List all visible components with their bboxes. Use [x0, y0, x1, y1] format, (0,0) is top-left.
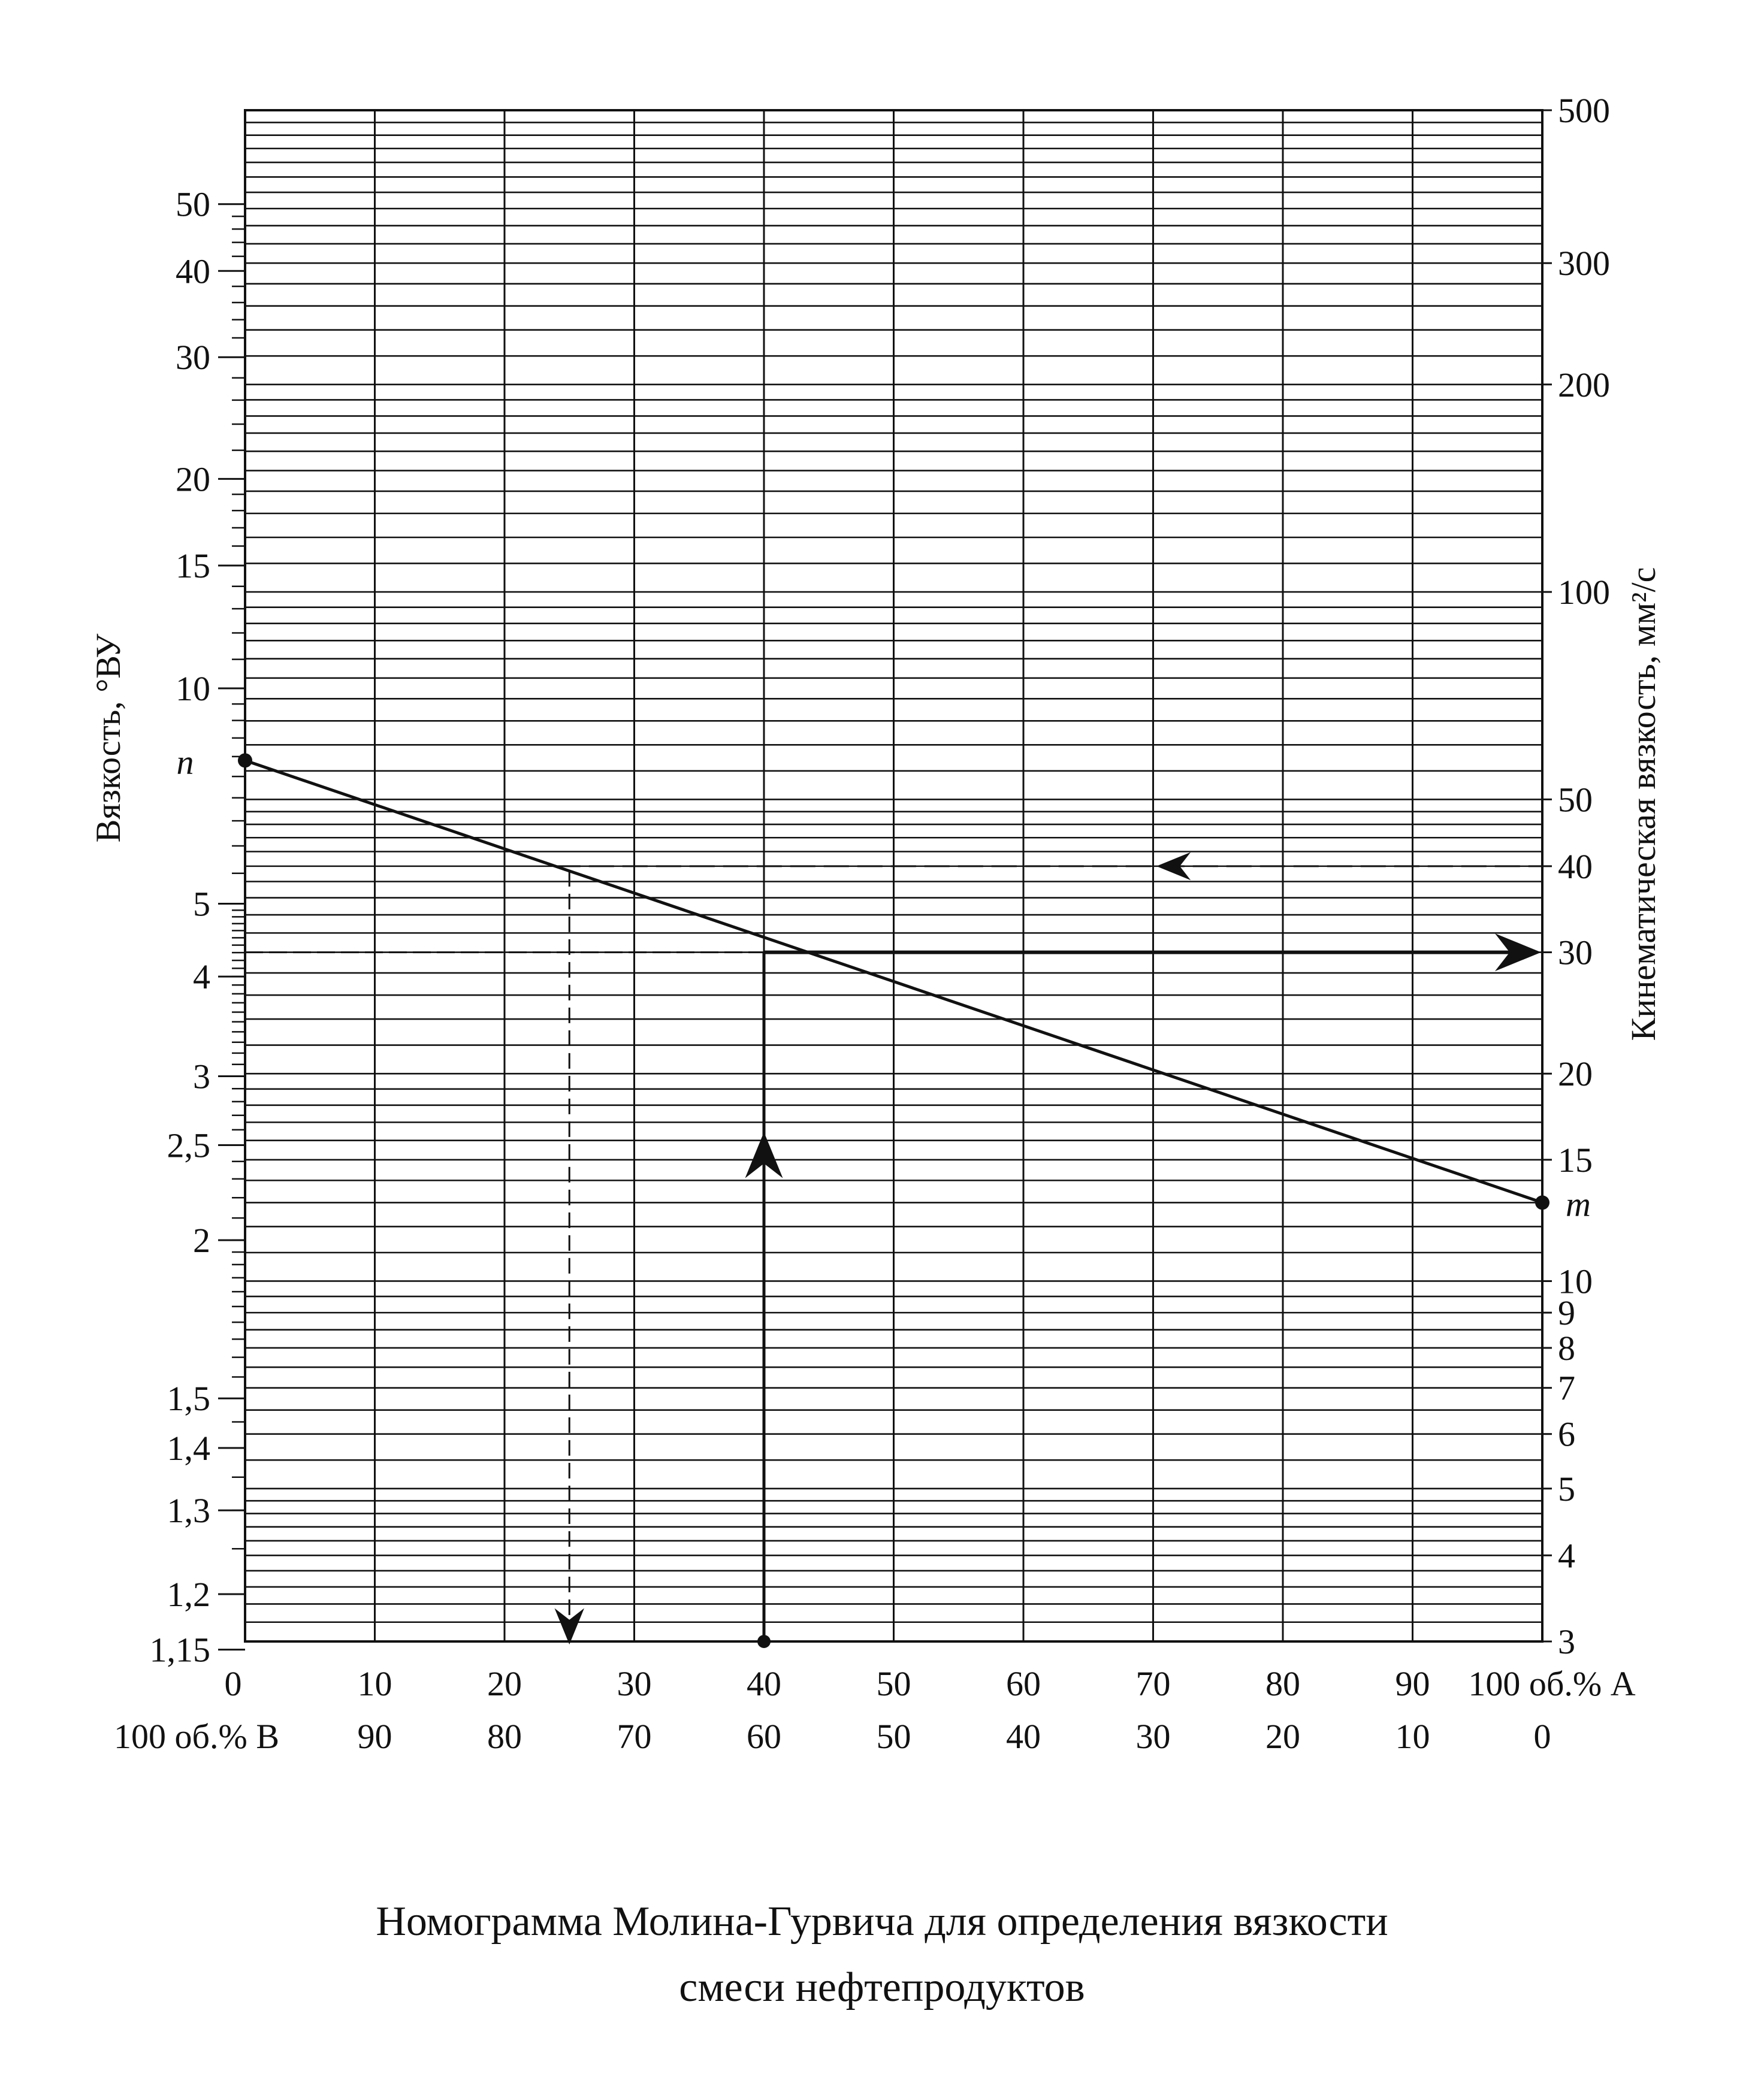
right-axis-tick-label: 7	[1558, 1368, 1575, 1408]
bottom-axis-top-row-label: 40	[747, 1664, 781, 1703]
left-axis-tick-label: 30	[176, 338, 210, 377]
bottom-axis-bottom-row-label: 30	[1135, 1717, 1171, 1756]
bottom-axis-top-row-label: 70	[1135, 1664, 1171, 1703]
point-m	[1535, 1195, 1549, 1210]
bottom-axis-top-row-label: 60	[1006, 1664, 1041, 1703]
right-axis-tick-label: 9	[1558, 1293, 1575, 1333]
right-axis-tick-label: 200	[1558, 365, 1610, 404]
right-axis-tick-label: 30	[1558, 933, 1593, 972]
left-axis-tick-label: 40	[176, 252, 210, 291]
bottom-axis-bottom-row-label: 10	[1395, 1717, 1430, 1756]
bottom-axis-bottom-row-label: 20	[1265, 1717, 1300, 1756]
bottom-axis-top-row-label: 50	[876, 1664, 911, 1703]
bottom-axis-bottom-row-label: 0	[1533, 1717, 1551, 1756]
left-axis-tick-label: 1,15	[149, 1630, 210, 1670]
chart-axes	[218, 110, 1552, 1650]
right-axis-tick-label: 8	[1558, 1328, 1575, 1368]
chart-grid	[245, 110, 1542, 1641]
left-axis-tick-label: 2,5	[167, 1126, 210, 1165]
right-axis-tick-label: 3	[1558, 1622, 1575, 1661]
left-axis-tick-label: 4	[193, 957, 210, 997]
bottom-axis-top-row-label: 20	[487, 1664, 522, 1703]
bottom-axis-bottom-row-label: 70	[617, 1717, 652, 1756]
right-axis-tick-label: 20	[1558, 1054, 1593, 1094]
chart-labels	[89, 91, 1663, 1756]
left-axis-label: Вязкость, °ВУ	[89, 633, 128, 843]
bottom-axis-bottom-row-label: 50	[876, 1717, 911, 1756]
bottom-axis-top-row-label: 0	[224, 1664, 242, 1703]
bottom-axis-top-row-label: 30	[617, 1664, 652, 1703]
chart-title-line-1: Номограмма Молина-Гурвича для определения вязкости	[376, 1898, 1388, 1945]
right-axis-label: Кинематическая вязкость, мм²/с	[1624, 567, 1663, 1041]
bottom-axis-top-row-label: 10	[357, 1664, 392, 1703]
point-n-label: n	[176, 742, 194, 782]
left-axis-tick-label: 1,2	[167, 1575, 210, 1615]
bottom-axis-bottom-row-label: 60	[747, 1717, 781, 1756]
chart-title-line-2: смеси нефтепродуктов	[679, 1964, 1085, 2010]
left-axis-tick-label: 1,4	[167, 1428, 210, 1468]
point-n	[238, 753, 252, 767]
left-axis-tick-label: 20	[176, 459, 210, 499]
left-axis-tick-label: 10	[176, 669, 210, 708]
right-axis-tick-label: 500	[1558, 91, 1610, 130]
right-axis-tick-label: 15	[1558, 1140, 1593, 1180]
left-axis-tick-label: 3	[193, 1057, 210, 1096]
bottom-axis-bottom-row-label: 40	[1006, 1717, 1041, 1756]
left-axis-tick-label: 2	[193, 1221, 210, 1260]
point-m-label: m	[1566, 1184, 1591, 1224]
right-axis-tick-label: 6	[1558, 1414, 1575, 1454]
bottom-axis-top-row-label: 80	[1265, 1664, 1300, 1703]
bottom-axis-start-label: 100 об.% В	[114, 1717, 280, 1756]
left-axis-tick-label: 15	[176, 546, 210, 585]
right-axis-tick-label: 10	[1558, 1262, 1593, 1301]
left-axis-tick-label: 50	[176, 185, 210, 224]
bottom-axis-top-row-label: 90	[1395, 1664, 1430, 1703]
right-axis-tick-label: 300	[1558, 244, 1610, 283]
bottom-axis-bottom-row-label: 80	[487, 1717, 522, 1756]
bottom-axis-end-label: 100 об.% А	[1468, 1664, 1636, 1703]
right-axis-tick-label: 50	[1558, 780, 1593, 820]
left-axis-tick-label: 1,3	[167, 1491, 210, 1531]
left-axis-tick-label: 1,5	[167, 1379, 210, 1419]
right-axis-tick-label: 40	[1558, 846, 1593, 886]
right-axis-tick-label: 5	[1558, 1469, 1575, 1508]
right-axis-tick-label: 4	[1558, 1536, 1575, 1576]
bottom-axis-bottom-row-label: 90	[357, 1717, 392, 1756]
left-axis-tick-label: 5	[193, 884, 210, 924]
right-axis-tick-label: 100	[1558, 573, 1610, 612]
